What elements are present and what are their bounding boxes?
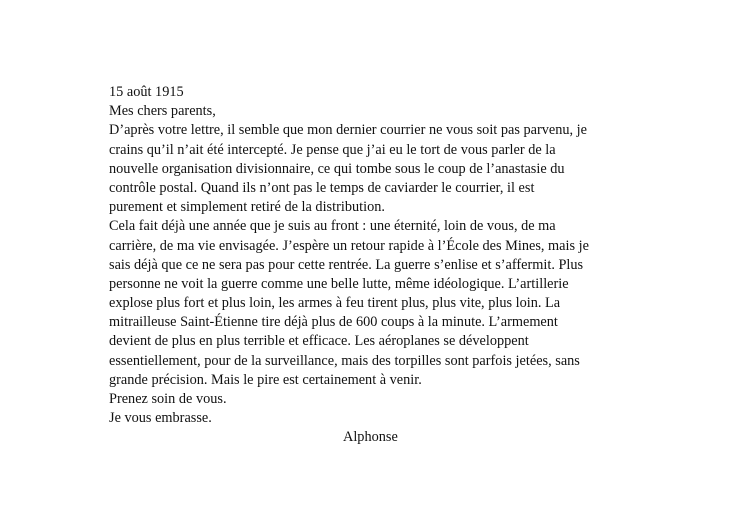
letter-line: mitrailleuse Saint-Étienne tire déjà plus de 600 coups à la minute. L’armement xyxy=(109,314,558,331)
letter-line: sais déjà que ce ne sera pas pour cette rentrée. La guerre s’enlise et s’affermit. Plus xyxy=(109,256,584,273)
letter-signature: Alphonse xyxy=(343,429,398,446)
letter-line: devient de plus en plus terrible et efficace. Les aéroplanes se développent xyxy=(109,333,529,350)
letter-line: contrôle postal. Quand ils n’ont pas le temps de caviarder le courrier, il est xyxy=(109,179,535,196)
letter-line: crains qu’il n’ait été intercepté. Je pense que j’ai eu le tort de vous parler de la xyxy=(109,141,556,158)
letter-line: explose plus fort et plus loin, les armes à feu tirent plus, plus vite, plus loin. La xyxy=(109,295,561,312)
letter-line: D’après votre lettre, il semble que mon dernier courrier ne vous soit pas parvenu, je xyxy=(109,122,587,139)
letter-line: purement et simplement retiré de la distribution. xyxy=(109,199,385,216)
letter-closing: Je vous embrasse. xyxy=(109,410,212,427)
letter-salutation: Mes chers parents, xyxy=(109,103,216,120)
letter-line: carrière, de ma vie envisagée. J’espère un retour rapide à l’École des Mines, mais je xyxy=(109,237,589,254)
letter-date: 15 août 1915 xyxy=(109,84,184,100)
letter-line: personne ne voit la guerre comme une belle lutte, même idéologique. L’artillerie xyxy=(109,275,569,292)
letter-line: nouvelle organisation divisionnaire, ce qui tombe sous le coup de l’anastasie du xyxy=(109,160,565,177)
letter-line: Cela fait déjà une année que je suis au front : une éternité, loin de vous, de ma xyxy=(109,218,556,235)
letter xyxy=(109,83,639,448)
letter-line: essentiellement, pour de la surveillance, mais des torpilles sont parfois jetées, sans xyxy=(109,352,580,369)
letter-line: grande précision. Mais le pire est certainement à venir. xyxy=(109,371,422,388)
letter-closing: Prenez soin de vous. xyxy=(109,391,227,407)
